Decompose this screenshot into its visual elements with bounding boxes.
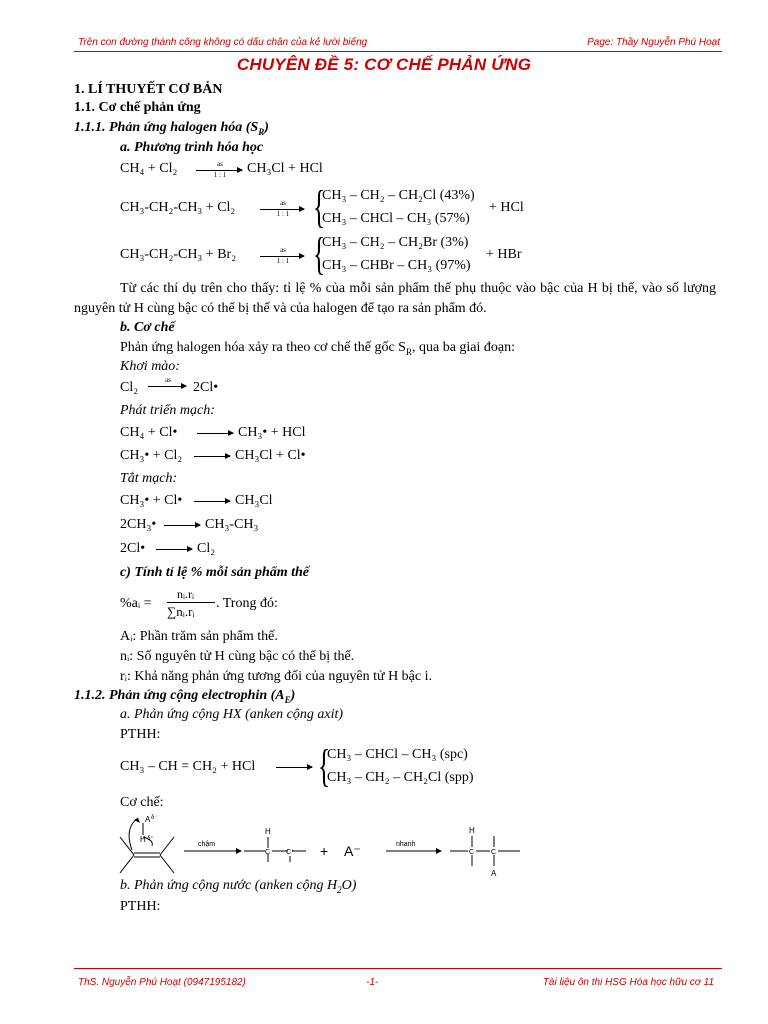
termination-3-left: 2Cl• [120, 541, 146, 556]
formula-numerator: nᵢ.rᵢ [177, 587, 194, 601]
initiation-label: Khơi mào: [120, 359, 180, 374]
hx-brace: { [318, 740, 331, 791]
reaction-2-cond-top: as [280, 199, 286, 207]
reaction-3-product-1: CH₃ – CH₂ – CH₂Br (3%) [322, 235, 469, 250]
termination-1-right: CH₃Cl [235, 493, 273, 508]
section-1-1-heading: 1.1. Cơ chế phản ứng [74, 100, 201, 115]
reaction-2-byproduct: + HCl [489, 200, 524, 215]
propagation-2-left: CH₃• + Cl₂ [120, 448, 183, 463]
section-1-1-2-heading: 1.1.2. Phản ứng cộng electrophin $(A_E)$ [74, 688, 296, 705]
reaction-3-reactants: CH₃-CH₂-CH₃ + Br₂ [120, 247, 237, 262]
reaction-2-product-2: CH₃ – CHCl – CH₃ (57%) [322, 211, 470, 226]
definition-r: rᵢ: Khả năng phản ứng tương đối của nguyên tử H bậc i. [120, 669, 432, 684]
hx-diagram-carbocation-cplus: C⁺ [286, 849, 295, 856]
hx-diagram-delta-minus: δ⁻ [151, 815, 158, 821]
hx-diagram-product-c2: C [491, 849, 497, 856]
footer-doc-title: Tài liệu ôn thi HSG Hóa học hữu cơ 11 [542, 977, 714, 988]
termination-2-right: CH₃-CH₃ [205, 517, 259, 532]
hx-product-major: CH₃ – CHCl – CH₃ (spc) [327, 747, 468, 762]
mechanism-intro: Phản ứng halogen hóa xảy ra theo cơ chế thế gốc $S_R$, qua ba giai đoạn: [120, 340, 516, 357]
header-page: Page: Thầy Nguyễn Phú Hoạt [587, 37, 720, 48]
initiation-cond: as [165, 376, 171, 384]
reaction-2-product-1: CH₃ – CH₂ – CH₂Cl (43%) [322, 188, 475, 203]
reaction-2-cond-bottom: 1 : 1 [276, 210, 290, 218]
formula-lhs: %aᵢ = [120, 596, 152, 611]
subheading-equations: a. Phương trình hóa học [120, 140, 264, 155]
footer-rule [74, 968, 722, 969]
hx-diagram-anion: A⁻ [344, 843, 361, 859]
hx-mechanism-diagram [110, 810, 530, 878]
subheading-ratio: c) Tính tỉ lệ % mỗi sản phẩm thế [120, 565, 310, 580]
explanation-paragraph: Từ các thí dụ trên cho thấy: tỉ lệ % của mỗi sản phẩm thế phụ thuộc vào bậc của H bị thế, vào số lượng nguyên tử H cùng bậc có thể bị thế và của halogen để tạo ra sản phẩm đó. [74, 281, 716, 316]
reaction-3-brace: { [313, 228, 326, 279]
hx-diagram-fast-label: nhanh [396, 841, 416, 848]
termination-1-left: CH₃• + Cl• [120, 493, 183, 508]
reaction-1-products: CH₃Cl + HCl [247, 161, 323, 176]
subheading-mechanism: b. Cơ chế [120, 320, 175, 335]
reaction-1-cond-bottom: 1 : 1 [213, 171, 227, 179]
hx-diagram-a: A [145, 815, 151, 824]
reaction-1-reactants: CH₄ + Cl₂ [120, 161, 178, 176]
hx-mechanism-label: Cơ chế: [120, 795, 164, 810]
reaction-2-reactants: CH₃-CH₂-CH₃ + Cl₂ [120, 200, 236, 215]
reaction-2-brace: { [313, 181, 326, 232]
hx-diagram-carbocation-h: H [265, 827, 271, 836]
propagation-label: Phát triển mạch: [120, 403, 215, 418]
h2o-pthh-label: PTHH: [120, 899, 161, 914]
hx-pthh-label: PTHH: [120, 727, 161, 742]
termination-3-right: Cl₂ [197, 541, 216, 556]
section-1-1-1-heading: 1.1.1. Phản ứng halogen hóa $(S_R)$ [74, 120, 269, 137]
initiation-right: 2Cl• [193, 380, 219, 395]
propagation-1-left: CH₄ + Cl• [120, 425, 178, 440]
footer-author: ThS. Nguyễn Phú Hoạt (0947195182) [78, 977, 246, 988]
hx-reactants: CH₃ – CH = CH₂ + HCl [120, 759, 256, 774]
hx-diagram-product-a: A [491, 869, 497, 878]
subheading-h2o: b. Phản ứng cộng nước (anken cộng $H_2O$) [120, 878, 357, 895]
header-slogan: Trên con đường thành công không có dấu chân của kẻ lười biếng [78, 37, 368, 48]
section-1-heading: 1. LÍ THUYẾT CƠ BẢN [74, 82, 223, 97]
reaction-3-cond-top: as [280, 246, 286, 254]
formula-fraction-bar [167, 602, 215, 603]
hx-diagram-product-h: H [469, 826, 475, 835]
termination-2-left: 2CH₃• [120, 517, 157, 532]
hx-product-minor: CH₃ – CH₂ – CH₂Cl (spp) [327, 770, 474, 785]
propagation-2-right: CH₃Cl + Cl• [235, 448, 306, 463]
termination-2-arrow [164, 525, 200, 526]
reaction-3-cond-bottom: 1 : 1 [276, 257, 290, 265]
definition-n: nᵢ: Số nguyên tử H cùng bậc có thể bị thế. [120, 649, 355, 664]
header-rule [74, 51, 722, 52]
formula-tail: . Trong đó: [216, 596, 278, 611]
hx-diagram-delta-plus: δ⁺ [147, 836, 154, 842]
reaction-3-product-2: CH₃ – CHBr – CH₃ (97%) [322, 258, 471, 273]
propagation-1-arrow [197, 433, 233, 434]
subheading-hx: a. Phản ứng cộng HX (anken cộng axit) [120, 707, 344, 722]
termination-label: Tắt mạch: [120, 471, 178, 486]
reaction-1-cond-top: as [217, 160, 223, 168]
propagation-2-arrow [194, 456, 230, 457]
initiation-left: Cl₂ [120, 380, 139, 395]
hx-diagram-plus: + [320, 843, 329, 859]
hx-diagram-slow-label: chậm [198, 841, 216, 848]
reaction-3-byproduct: + HBr [486, 247, 522, 262]
page-title: CHUYÊN ĐỀ 5: CƠ CHẾ PHẢN ỨNG [236, 55, 532, 74]
propagation-1-right: CH₃• + HCl [238, 425, 306, 440]
hx-diagram-h: H [140, 835, 146, 844]
termination-1-arrow [194, 501, 230, 502]
initiation-arrow [148, 386, 186, 387]
hx-arrow [276, 767, 312, 768]
termination-3-arrow [156, 549, 192, 550]
hx-diagram-product-c1: C [469, 849, 475, 856]
definition-a: Aᵢ: Phần trăm sản phẩm thế. [120, 629, 278, 644]
formula-denominator: ∑nᵢ.rᵢ [167, 604, 195, 619]
hx-diagram-carbocation-c: C [265, 849, 271, 856]
footer-page-number: -1- [366, 977, 379, 988]
